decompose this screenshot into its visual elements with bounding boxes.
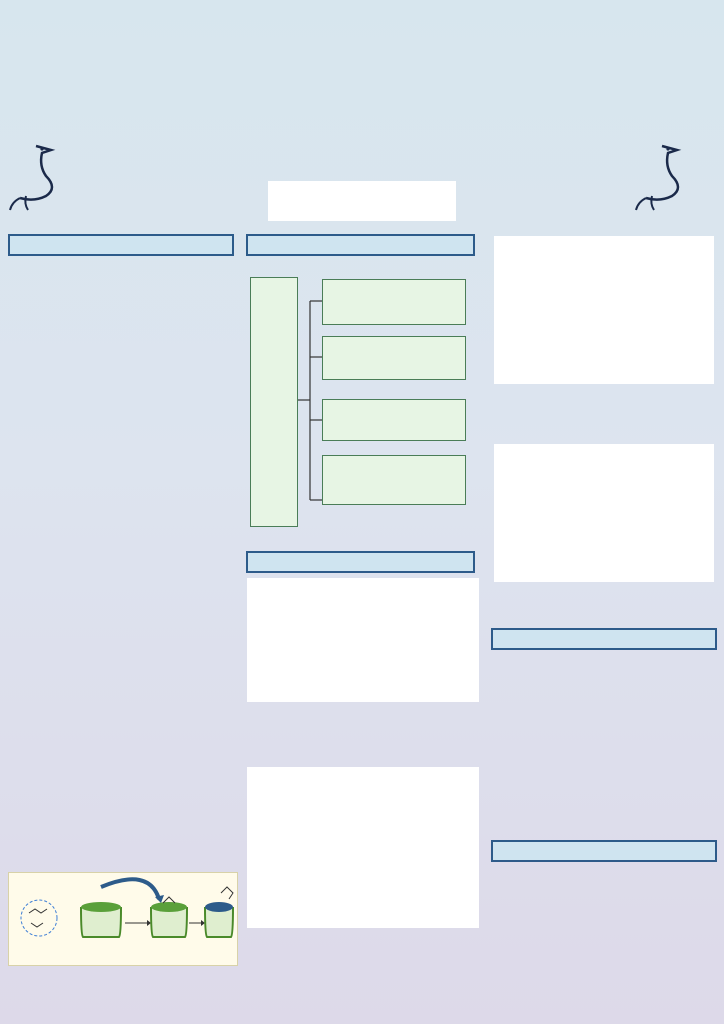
figure-3-chart [247,578,479,702]
methods-step-4 [322,455,466,505]
aps-logo [268,181,456,221]
heron-icon [6,136,126,218]
inclusion-diagram [8,872,238,966]
methods-step-3 [322,399,466,441]
aru-logo-right [610,136,724,218]
reference-heading [491,840,717,862]
arrow-icon [101,879,159,899]
figure-6-chart [494,444,714,582]
heron-icon [610,136,724,218]
phase-solubility-chart [247,578,479,702]
aru-logo-left [6,136,126,218]
dsc-thermograph [494,236,714,384]
methods-step-2 [322,336,466,380]
solubility-bar-chart [247,767,479,928]
methods-heading [246,234,475,256]
figure-5-chart [494,236,714,384]
figure-4-chart [247,767,479,928]
cyclodextrin-structure [30,548,210,730]
introduction-heading [8,234,234,256]
methods-step-1 [322,279,466,325]
conclusion-heading [491,628,717,650]
methods-side-box [250,277,298,527]
tga-thermograph [494,444,714,582]
beta-cyclodextrin-figure [30,548,210,730]
results-heading [246,551,475,573]
reference-list [496,872,716,874]
methods-connector-lines [298,270,322,540]
inclusion-illustration [9,873,237,965]
